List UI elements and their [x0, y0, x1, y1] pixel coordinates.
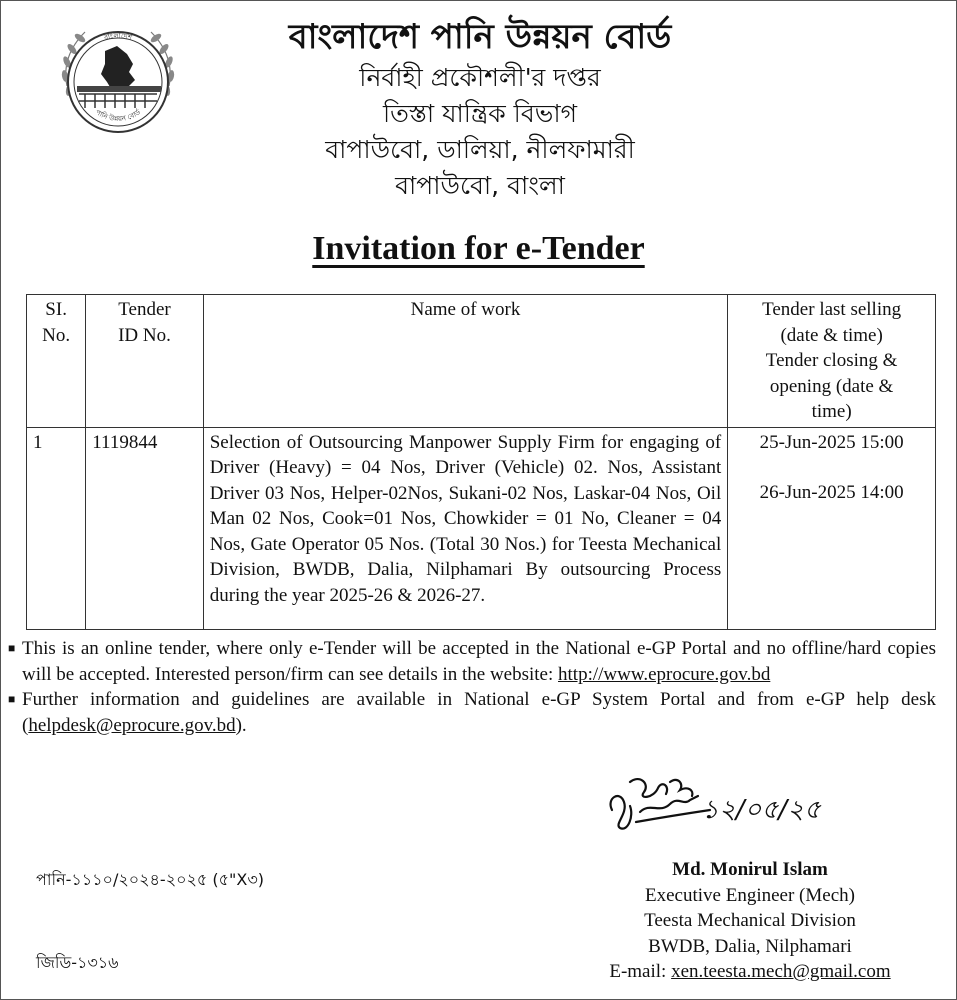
header-work-text: Name of work [410, 299, 521, 320]
letterhead [200, 14, 760, 204]
table-header-row [27, 295, 936, 428]
header-dates-line1: Tender last selling [762, 299, 902, 320]
header-tender-line1: Tender [118, 299, 171, 320]
signature-date: ১২/০৫/২৫ [702, 795, 821, 825]
reference-gd: জিডি-১৩১৬ [36, 953, 119, 972]
short-location-line: বাপাউবো, বাংলা [395, 171, 565, 200]
signatory-address: BWDB, Dalia, Nilphamari [648, 935, 852, 957]
notes-section [8, 636, 936, 738]
bwdb-logo [55, 16, 181, 142]
header-dates-line2: (date & time) [780, 324, 883, 346]
note-item [8, 636, 936, 687]
division-name: তিস্তা যান্ত্রিক বিভাগ [382, 99, 577, 128]
header-tender-id [86, 295, 203, 428]
email-label: E-mail: [609, 961, 672, 982]
row-tender-id: 1119844 [86, 427, 203, 629]
signature [600, 762, 840, 842]
page-title [0, 226, 957, 272]
header-sl-line1: SI. [45, 299, 67, 320]
logo-top-text: বাংলাদেশ [103, 31, 133, 43]
header-dates-line4: opening (date & [769, 375, 894, 397]
last-selling-date: 25-Jun-2025 15:00 [759, 431, 904, 453]
note2-text-a: Further information and guidelines are available in National e-GP System Portal and from e-GP help desk ( [22, 689, 936, 736]
signatory-email-link[interactable]: xen.teesta.mech@gmail.com [671, 961, 891, 982]
signatory-designation: Executive Engineer (Mech) [645, 884, 855, 906]
square-bullet-icon: ■ [8, 692, 16, 706]
note-item [8, 687, 936, 738]
signatory-name: Md. Monirul Islam [672, 859, 828, 880]
helpdesk-email-link[interactable]: helpdesk@eprocure.gov.bd [28, 714, 236, 736]
logo-bottom-text: পানি উন্নয়ন বোর্ড [93, 108, 143, 124]
eprocure-link[interactable]: http://www.eprocure.gov.bd [558, 663, 771, 685]
row-sl: 1 [27, 427, 86, 629]
signatory-block [560, 857, 940, 985]
square-bullet-icon: ■ [8, 641, 16, 655]
page-title-text: Invitation for e-Tender [312, 230, 645, 267]
signatory-email-line [560, 959, 940, 985]
header-tender-line2: ID No. [118, 324, 171, 346]
row-dates [728, 427, 936, 629]
header-dates-line5: time) [811, 401, 852, 422]
office-name: নির্বাহী প্রকৌশলী'র দপ্তর [359, 63, 601, 92]
closing-opening-date: 26-Jun-2025 14:00 [759, 482, 904, 503]
signatory-division: Teesta Mechanical Division [644, 910, 856, 931]
header-sl [27, 295, 86, 428]
organization-name: বাংলাদেশ পানি উন্নয়ন বোর্ড [288, 17, 672, 57]
header-dates [728, 295, 936, 428]
reference-pani: পানি-১১১০/২০২৪-২০২৫ (৫"X৩) [36, 870, 264, 889]
header-dates-line3: Tender closing & [765, 350, 898, 371]
header-name-of-work [203, 295, 728, 428]
row-work-description: Selection of Outsourcing Manpower Supply Firm for engaging of Driver (Heavy) = 04 Nos, Driver (Vehicle) 02. Nos, Assistant Driver 03 Nos, Helper-02Nos, Sukani-02 Nos, Laskar-04 Nos, Oil Man 02 Nos, Cook=01 Nos, Chowkider = 01 No, Cleaner = 04 Nos, Gate Operator 05 Nos. (Total 30 Nos.) for Teesta Mechanical Division, BWDB, Dalia, Nilphamari By outsourcing Process during the year 2025-26 & 2026-27. [203, 427, 728, 629]
header-sl-line2: No. [42, 324, 71, 346]
tender-table [26, 294, 936, 630]
note2-text-b: ). [235, 714, 247, 736]
table-row [27, 427, 936, 629]
location-line: বাপাউবো, ডালিয়া, নীলফামারী [325, 135, 635, 164]
note1-text: This is an online tender, where only e-Tender will be accepted in the National e-GP Portal and no offline/hard copies will be accepted. Interested person/firm can see details in the website: [22, 638, 936, 685]
